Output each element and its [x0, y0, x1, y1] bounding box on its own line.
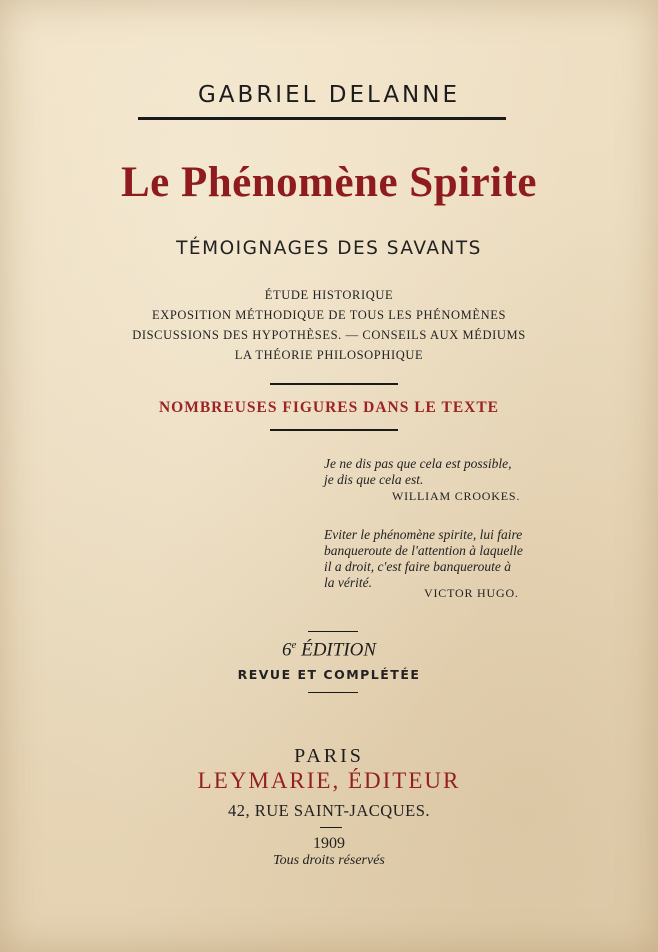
publication-year: 1909: [313, 835, 345, 852]
publisher-name: LEYMARIE, ÉDITEUR: [197, 768, 461, 793]
quote-line: je dis que cela est.: [324, 472, 424, 487]
quote-hugo: [324, 527, 523, 591]
book-title: Le Phénomène Spirite: [120, 159, 538, 206]
quote-crookes: [324, 456, 511, 488]
quote-line: Eviter le phénomène spirite, lui faire: [324, 527, 523, 542]
quote-line: banqueroute de l'attention à laquelle: [324, 543, 523, 558]
divider-top: [270, 383, 398, 385]
rights-notice: Tous droits réservés: [273, 853, 385, 868]
edition-number: 6: [281, 639, 292, 661]
publisher-address: 42, RUE SAINT-JACQUES.: [228, 801, 430, 820]
contents-line-1: ÉTUDE HISTORIQUE: [264, 288, 394, 302]
author-underline: [138, 117, 506, 120]
edition-rule-bottom: [308, 692, 358, 693]
quote-line: il a droit, c'est faire banqueroute à: [324, 559, 511, 574]
edition-line: [0, 639, 658, 661]
address-rule: [320, 827, 342, 828]
publisher-city: PARIS: [294, 745, 364, 767]
quote-author-hugo: VICTOR HUGO.: [424, 586, 519, 600]
contents-line-4: LA THÉORIE PHILOSOPHIQUE: [234, 348, 424, 362]
book-subtitle: TÉMOIGNAGES DES SAVANTS: [176, 238, 482, 259]
contents-line-2: EXPOSITION MÉTHODIQUE DE TOUS LES PHÉNOMÈNES: [151, 308, 507, 322]
contents-line-3: DISCUSSIONS DES HYPOTHÈSES. — CONSEILS AUX MÉDIUMS: [132, 328, 526, 342]
divider-bottom: [270, 429, 398, 431]
author-name: GABRIEL DELANNE: [197, 82, 461, 108]
figures-note: NOMBREUSES FIGURES DANS LE TEXTE: [158, 399, 500, 416]
quote-line: Je ne dis pas que cela est possible,: [324, 456, 512, 471]
edition-superscript: e: [291, 639, 297, 651]
edition-note: REVUE ET COMPLÉTÉE: [237, 667, 421, 682]
quote-line: la vérité.: [324, 575, 372, 590]
edition-rule-top: [308, 631, 358, 632]
edition-word: ÉDITION: [296, 639, 377, 661]
quote-author-crookes: WILLIAM CROOKES.: [392, 489, 521, 503]
